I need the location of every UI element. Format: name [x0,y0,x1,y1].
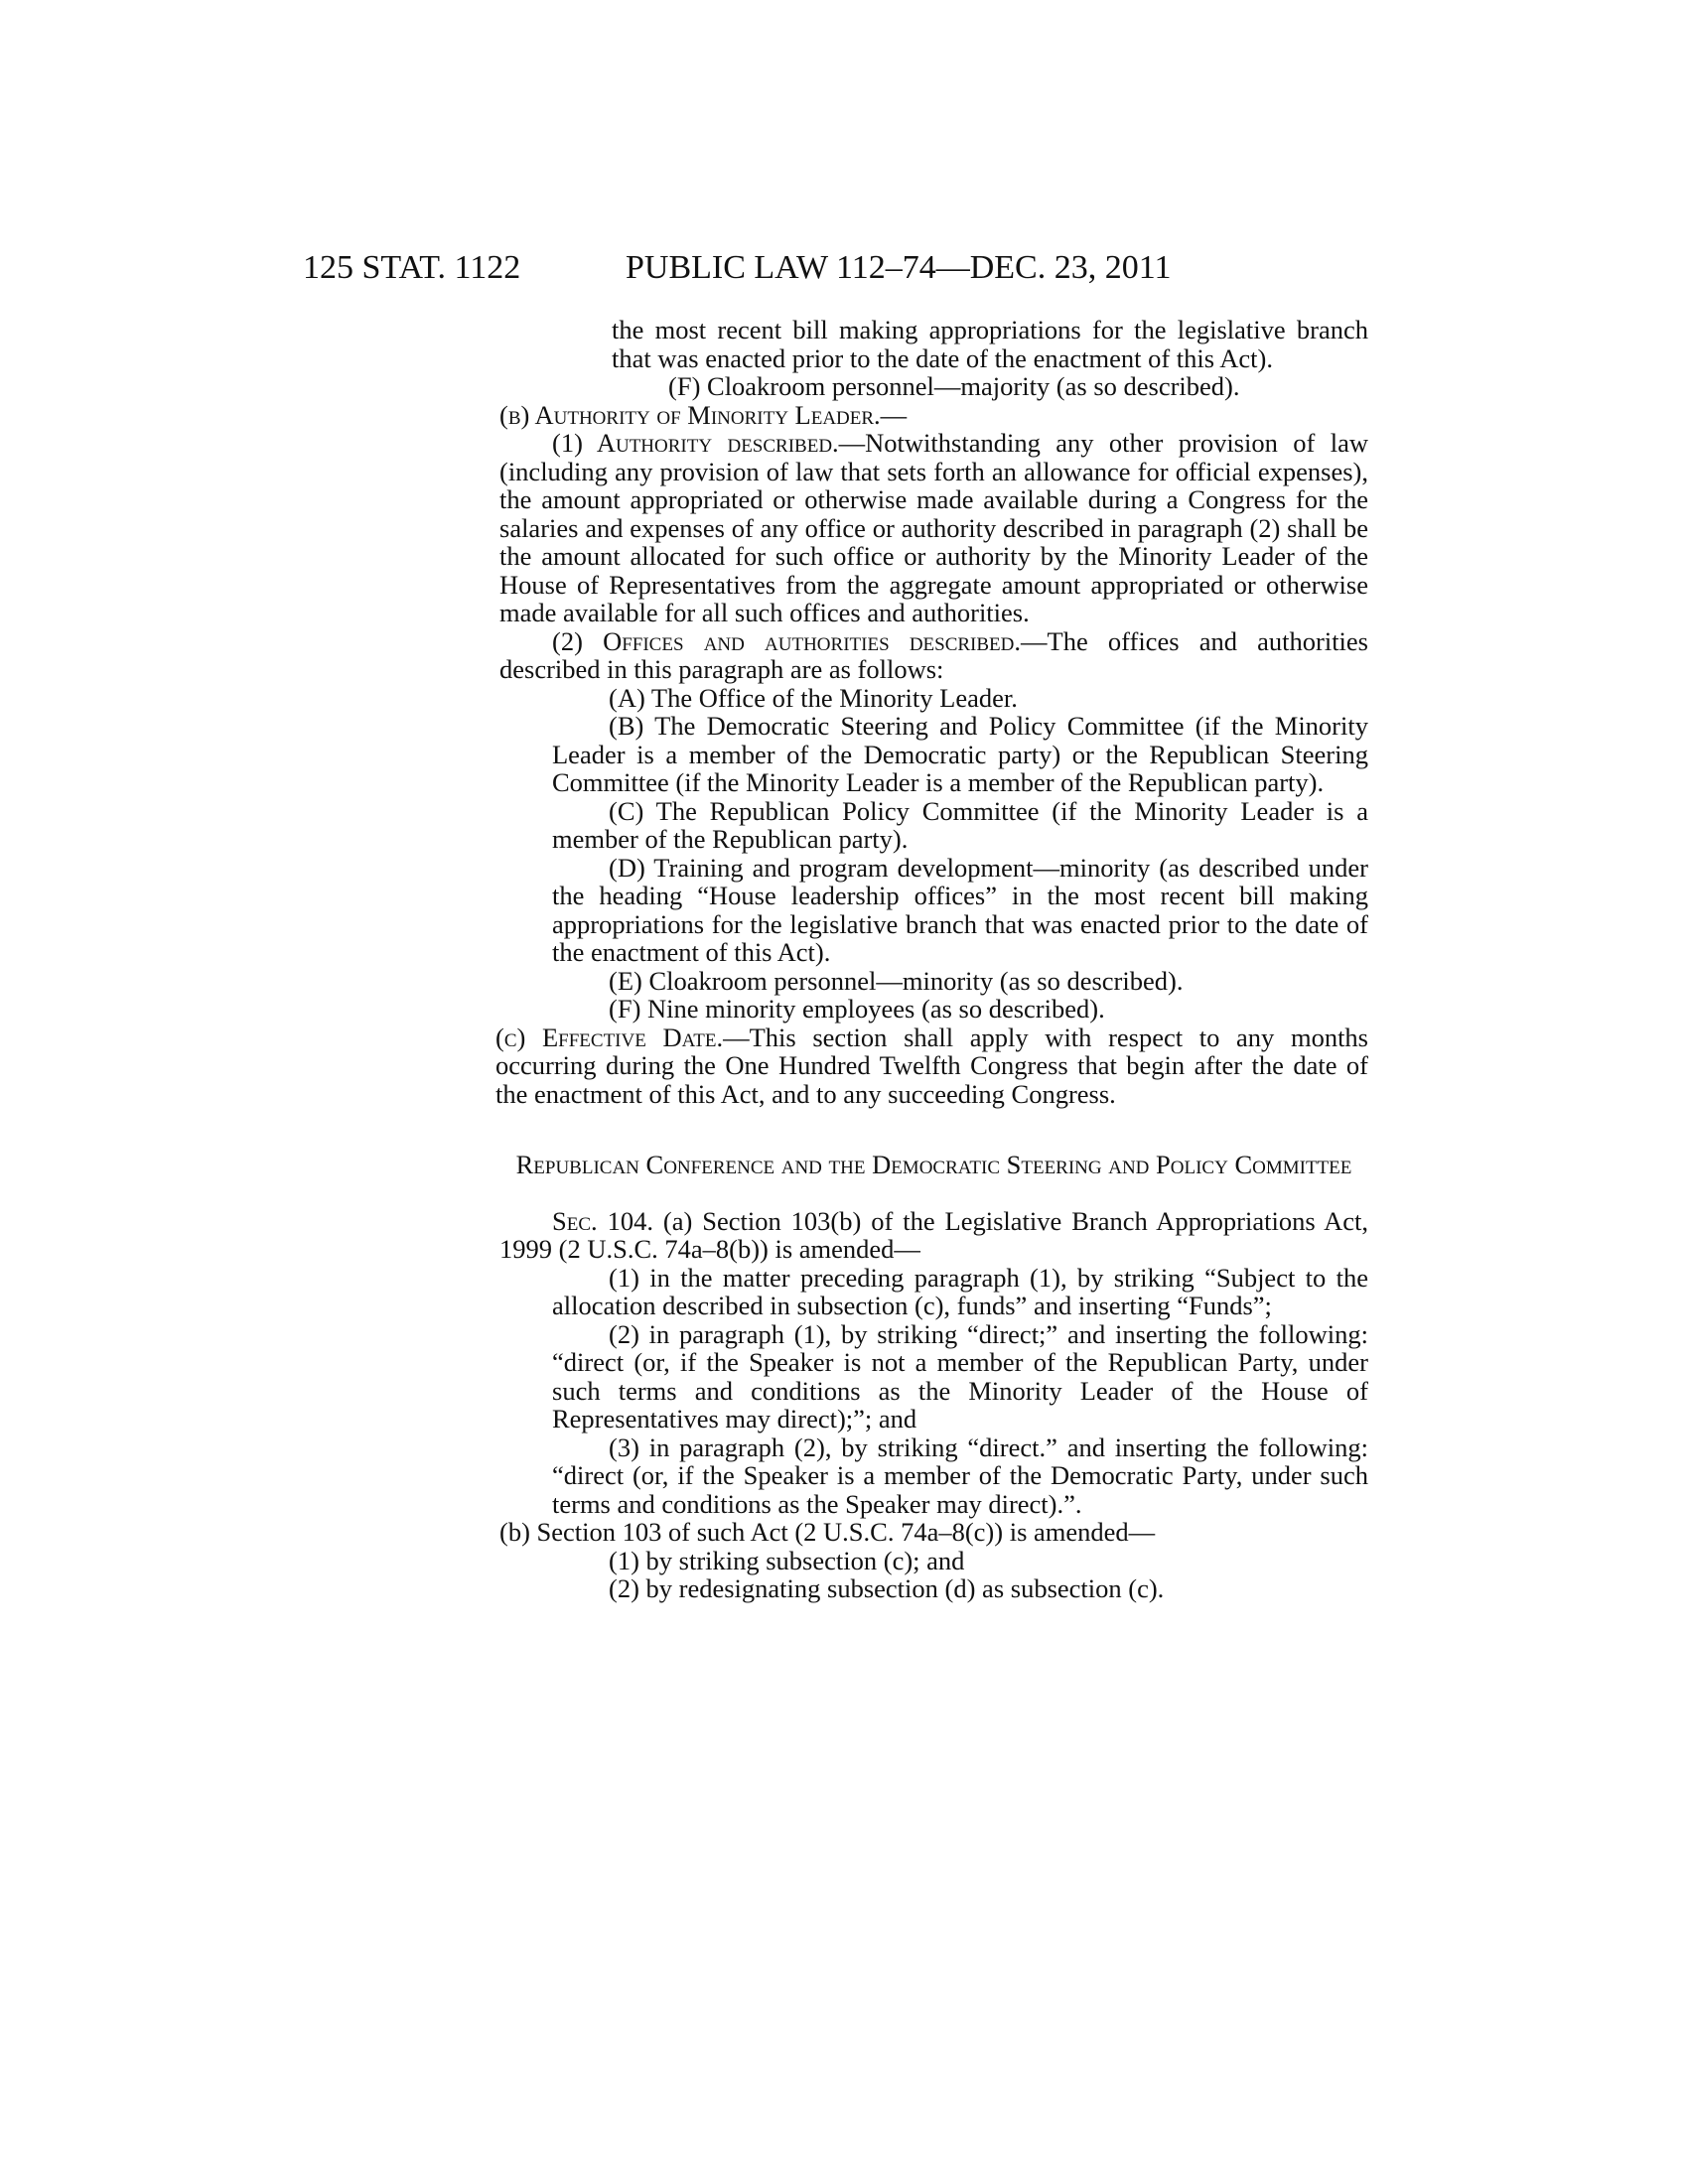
paragraph [499,1207,1368,1264]
paragraph-text: —Notwithstanding any other provision of law (including any provision of law that sets forth an allowance for official expenses), the amount appropriated or otherwise made available during a Congress for the salaries and expenses of any office or authority described in paragraph (2) shall be the amount allocated for such office or authority by the Minority Leader of the House of Representatives from the aggregate amount appropriated or otherwise made available for all such offices and authorities. [499,428,1368,627]
page-header-title: PUBLIC LAW 112–74—DEC. 23, 2011 [626,249,1172,286]
paragraph [499,627,1368,684]
paragraph: (b) Section 103 of such Act (2 U.S.C. 74a–8(c)) is amended— [499,1517,1156,1547]
paragraph-label: (2) Offices and authorities described. [552,625,1022,656]
stat-citation: 125 STAT. 1122 [303,249,521,286]
subsection-label: (b) Authority of Minority Leader.— [499,399,908,430]
paragraph: (C) The Republican Policy Committee (if the Minority Leader is a member of the Republican party). [552,795,1368,854]
subsection-heading [499,401,1368,430]
paragraph [499,372,1368,401]
paragraph-text: —The offices and authorities described in this paragraph are as follows: [499,625,1368,684]
paragraph: (1) in the matter preceding paragraph (1), by striking “Subject to the allocation described in subsection (c), funds” and inserting “Funds”; [552,1262,1368,1320]
section-label: Sec. 104. [552,1205,653,1236]
paragraph: (1) by striking subsection (c); and [609,1545,965,1575]
paragraph: (D) Training and program development—minority (as described under the heading “House leadership offices” in the most recent bill making appropriations for the legislative branch that was enacted prior to the date of the enactment of this Act). [552,852,1368,967]
paragraph: (F) Nine minority employees (as so described). [609,994,1105,1024]
paragraph: (E) Cloakroom personnel—minority (as so described). [609,965,1184,996]
paragraph-text: —This section shall apply with respect to any months occurring during the One Hundred Twelfth Congress that begin after the date of the enactment of this Act, and to any succeeding Congress. [495,1022,1368,1109]
paragraph: (2) in paragraph (1), by striking “direct;” and inserting the following: “direct (or, if the Speaker is not a member of the Republican Party, under such terms and conditions as the Minority Leader of the House of Representatives may direct);”; and [552,1318,1368,1433]
section-heading: Republican Conference and the Democratic Steering and Policy Committee [515,1150,1352,1179]
document-body [495,315,1368,1603]
paragraph-label: (1) Authority described. [552,428,839,458]
paragraph: (2) by redesignating subsection (d) as subsection (c). [609,1573,1165,1603]
paragraph: (B) The Democratic Steering and Policy Committee (if the Minority Leader is a member of the Democratic party) or the Republican Steering Committee (if the Minority Leader is a member of the Republican party). [552,711,1368,797]
paragraph: (A) The Office of the Minority Leader. [609,682,1018,713]
paragraph: (3) in paragraph (2), by striking “direct.” and inserting the following: “direct (or, if the Speaker is a member of the Democratic Party, under such terms and conditions as the Speaker may direct).”. [552,1432,1368,1519]
paragraph-text: (a) Section 103(b) of the Legislative Branch Appropriations Act, 1999 (2 U.S.C. 74a–8(b)) is amended— [499,1205,1368,1264]
paragraph: the most recent bill making appropriations for the legislative branch that was enacted prior to the date of the enactment of this Act). [612,315,1368,373]
paragraph [495,1024,1368,1109]
paragraph [499,429,1368,627]
paragraph-label: (c) Effective Date. [495,1022,724,1052]
paragraph-text: (F) Cloakroom personnel—majority (as so described). [668,371,1240,401]
